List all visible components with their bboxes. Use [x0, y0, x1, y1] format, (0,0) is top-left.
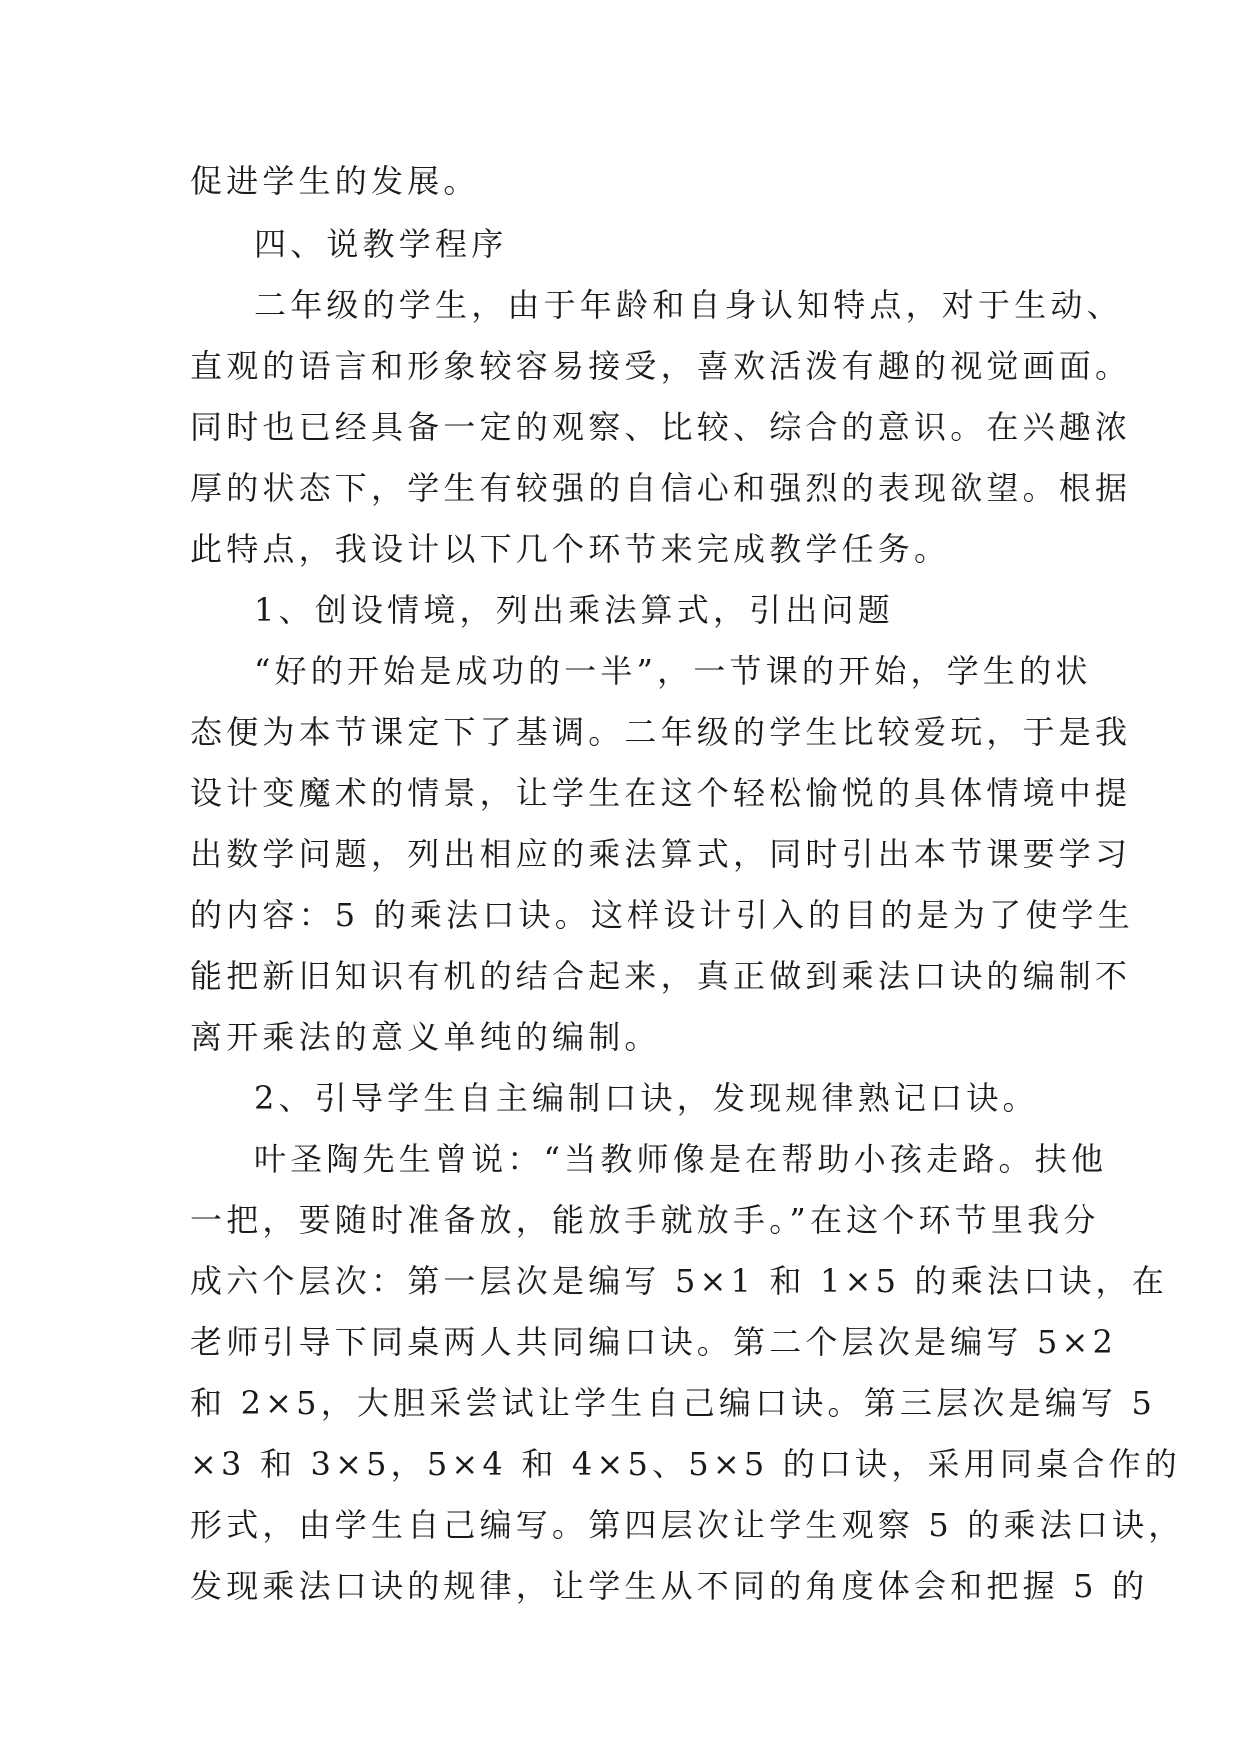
text-line: 此特点，我设计以下几个环节来完成教学任务。 [190, 530, 951, 568]
text-line: 能把新旧知识有机的结合起来，真正做到乘法口诀的编制不 [190, 957, 1132, 995]
text-line: 老师引导下同桌两人共同编口诀。第二个层次是编写 5×2 [190, 1323, 1118, 1361]
text-line: 一把，要随时准备放，能放手就放手。”在这个环节里我分 [190, 1201, 1100, 1239]
text-line: 直观的语言和形象较容易接受，喜欢活泼有趣的视觉画面。 [190, 347, 1132, 385]
text-line: ×3 和 3×5，5×4 和 4×5、5×5 的口诀，采用同桌合作的 [190, 1445, 1181, 1483]
text-line: 厚的状态下，学生有较强的自信心和强烈的表现欲望。根据 [190, 469, 1132, 507]
subsection-heading: 2、引导学生自主编制口诀，发现规律熟记口诀。 [254, 1079, 1039, 1117]
text-line: 离开乘法的意义单纯的编制。 [190, 1018, 661, 1056]
text-line: 叶圣陶先生曾说：“当教师像是在帮助小孩走路。扶他 [254, 1140, 1108, 1178]
text-line: 态便为本节课定下了基调。二年级的学生比较爱玩，于是我 [190, 713, 1132, 751]
text-line: 促进学生的发展。 [190, 162, 480, 200]
text-line: 出数学问题，列出相应的乘法算式，同时引出本节课要学习 [190, 835, 1132, 873]
text-line: “好的开始是成功的一半”，一节课的开始，学生的状 [254, 652, 1092, 690]
subsection-heading: 1、创设情境，列出乘法算式，引出问题 [254, 591, 894, 629]
text-line: 同时也已经具备一定的观察、比较、综合的意识。在兴趣浓 [190, 408, 1132, 446]
section-heading: 四、说教学程序 [254, 225, 508, 263]
text-line: 的内容：5 的乘法口诀。这样设计引入的目的是为了使学生 [190, 896, 1134, 934]
text-line: 发现乘法口诀的规律，让学生从不同的角度体会和把握 5 的 [190, 1567, 1149, 1605]
text-line: 设计变魔术的情景，让学生在这个轻松愉悦的具体情境中提 [190, 774, 1132, 812]
text-line: 形式，由学生自己编写。第四层次让学生观察 5 的乘法口诀， [190, 1506, 1185, 1544]
text-line: 二年级的学生，由于年龄和自身认知特点，对于生动、 [254, 286, 1123, 324]
text-line: 和 2×5，大胆采尝试让学生自己编口诀。第三层次是编写 5 [190, 1384, 1157, 1422]
text-line: 成六个层次：第一层次是编写 5×1 和 1×5 的乘法口诀，在 [190, 1262, 1168, 1300]
